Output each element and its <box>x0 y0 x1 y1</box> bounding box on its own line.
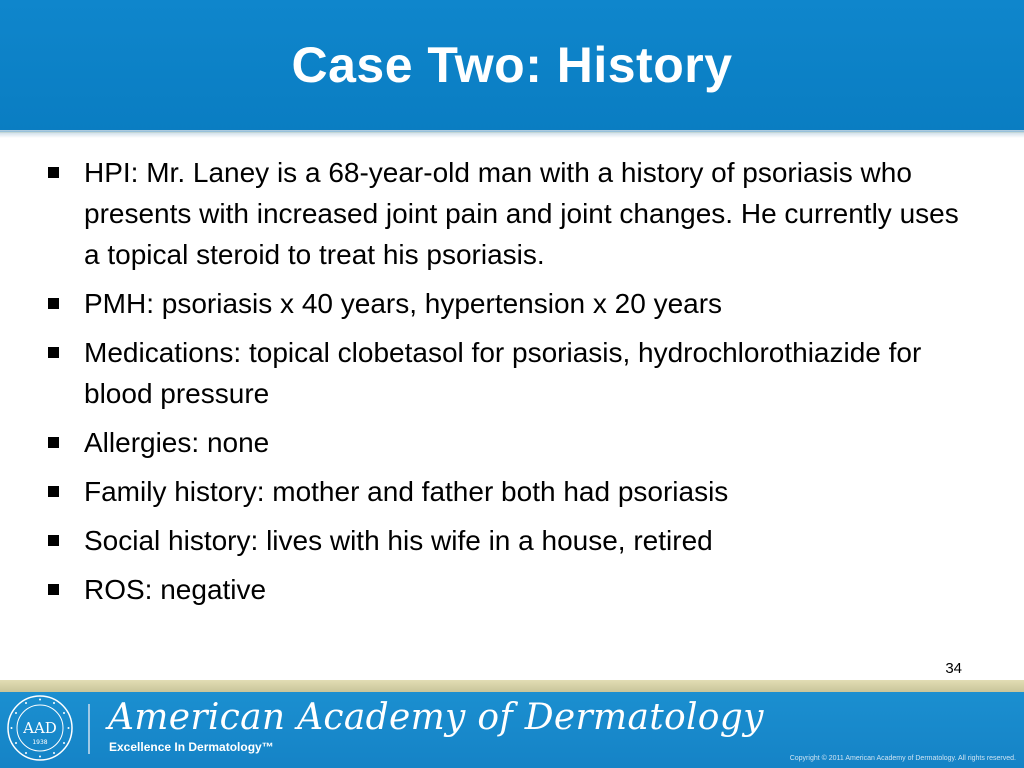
bullet-item-allergies <box>44 422 964 463</box>
slide-title: Case Two: History <box>291 37 733 93</box>
organization-name: American Academy of Dermatology <box>108 697 764 738</box>
logo-year: 1938 <box>32 739 48 746</box>
header-shadow <box>0 130 1024 138</box>
bullet-text: ROS: negative <box>84 574 267 605</box>
bullet-item-social-history <box>44 520 964 561</box>
bullet-text: Allergies: none <box>84 427 270 458</box>
footer-rule <box>0 680 1024 692</box>
copyright-notice: Copyright © 2011 American Academy of Dermatology. All rights reserved. <box>789 755 1016 762</box>
organization-tagline: Excellence In Dermatology™ <box>109 740 274 754</box>
slide-header <box>0 0 1024 133</box>
aad-seal-logo <box>6 694 74 762</box>
bullet-text: Medications: topical clobetasol for psoriasis, hydrochlorothiazide for blood pressure <box>84 337 922 409</box>
square-bullet-icon <box>48 535 59 546</box>
square-bullet-icon <box>48 437 59 448</box>
bullet-text: PMH: psoriasis x 40 years, hypertension x 20 years <box>84 288 723 319</box>
bullet-item-hpi <box>44 152 964 275</box>
bullet-item-pmh <box>44 283 964 324</box>
bullet-list <box>44 152 964 618</box>
square-bullet-icon <box>48 298 59 309</box>
bullet-text: Social history: lives with his wife in a house, retired <box>84 525 713 556</box>
square-bullet-icon <box>48 167 59 178</box>
footer-bar <box>0 692 1024 768</box>
square-bullet-icon <box>48 347 59 358</box>
bullet-item-family-history <box>44 471 964 512</box>
slide-number: 34 <box>945 660 962 677</box>
bullet-text: Family history: mother and father both had psoriasis <box>84 476 729 507</box>
square-bullet-icon <box>48 486 59 497</box>
square-bullet-icon <box>48 584 59 595</box>
bullet-text: HPI: Mr. Laney is a 68-year-old man with a history of psoriasis who presents with increased joint pain and joint changes. He currently uses a topical steroid to treat his psoriasis. <box>84 157 959 270</box>
logo-text: AAD <box>23 719 57 737</box>
bullet-item-medications <box>44 332 964 414</box>
bullet-item-ros <box>44 569 964 610</box>
footer-divider <box>88 704 90 754</box>
